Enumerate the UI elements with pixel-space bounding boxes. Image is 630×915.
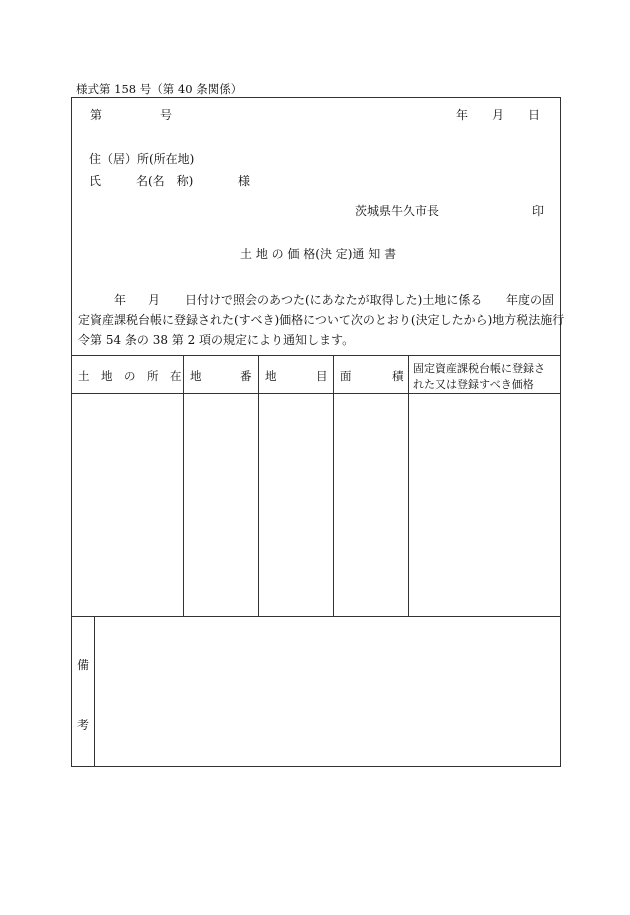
body-line1: 日付けで照会のあつた(にあなたが取得した)土地に係る (185, 293, 483, 307)
col-header-location: 土 地 の 所 在 (78, 369, 182, 383)
table-header-border (71, 393, 561, 394)
remarks-char-2: 考 (77, 718, 90, 732)
col-divider-4 (408, 355, 409, 616)
body-year: 年 (114, 293, 127, 307)
address-label: 住（居）所(所在地) (89, 152, 195, 166)
seal-mark: 印 (532, 204, 545, 218)
remarks-char-1: 備 (77, 658, 90, 672)
col-header-lot-a: 地 (190, 369, 202, 383)
table-top-border (71, 355, 561, 356)
col-divider-2 (258, 355, 259, 616)
name-label-b: 名(名 称) (136, 174, 194, 188)
issuer-name: 茨城県牛久市長 (355, 204, 440, 218)
date-month: 月 (492, 108, 505, 122)
col-header-lot-b: 番 (240, 369, 252, 383)
date-day: 日 (528, 108, 541, 122)
col-header-area-b: 積 (392, 369, 404, 383)
remarks-divider (94, 616, 95, 767)
col-header-category-b: 目 (316, 369, 328, 383)
name-label-a: 氏 (89, 174, 102, 188)
notice-title: 土 地 の 価 格(決 定)通 知 書 (240, 247, 397, 261)
body-line2: 定資産課税台帳に登録された(すべき)価格について次のとおり(決定したから)地方税法施行 (78, 313, 565, 327)
col-header-price-line1: 固定資産課税台帳に登録さ (413, 362, 545, 375)
col-header-area-a: 面 (340, 369, 352, 383)
date-year: 年 (456, 108, 469, 122)
table-bottom-border (71, 616, 561, 617)
col-divider-1 (183, 355, 184, 616)
body-fiscal-year: 年度の固 (506, 293, 555, 307)
form-caption: 様式第 158 号（第 40 条関係） (76, 82, 243, 96)
body-month: 月 (148, 293, 161, 307)
notice-frame (71, 97, 561, 767)
col-header-category-a: 地 (265, 369, 277, 383)
number-suffix: 号 (160, 108, 173, 122)
col-divider-3 (333, 355, 334, 616)
number-prefix: 第 (90, 108, 103, 122)
honorific: 様 (238, 174, 251, 188)
body-line3: 令第 54 条の 38 第 2 項の規定により通知します。 (78, 333, 355, 347)
col-header-price-line2: れた又は登録すべき価格 (413, 378, 534, 391)
